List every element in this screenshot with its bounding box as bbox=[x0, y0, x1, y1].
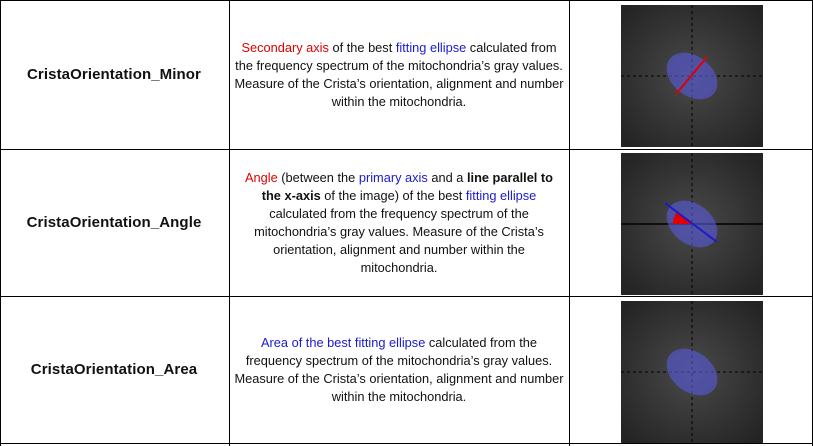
fft-ellipse-area-image bbox=[621, 301, 763, 443]
highlight-red: Angle bbox=[244, 169, 278, 185]
desc-text: calculated from the frequency spectrum of the mitochondria’s gray values. Measure of the Crista’s orientation, alignment and number within the mitochondria. bbox=[234, 39, 564, 109]
table-border-bottom bbox=[0, 443, 813, 444]
table-row bbox=[0, 149, 813, 296]
desc-text: of the best bbox=[328, 39, 396, 55]
parameter-description bbox=[230, 149, 568, 296]
parameter-description bbox=[230, 296, 568, 443]
desc-text: calculated from the frequency spectrum of the mitochondria’s gray values. Measure of the Crista’s orientation, alignment and number within the mitochondria. bbox=[254, 205, 544, 275]
highlight-bold: line parallel to the x-axis bbox=[261, 169, 554, 203]
desc-text: (between the bbox=[277, 169, 359, 185]
parameter-name: CristaOrientation_Minor bbox=[27, 66, 201, 83]
table-row bbox=[0, 296, 813, 443]
highlight-blue: fitting ellipse bbox=[465, 187, 537, 203]
fft-ellipse-minor-image bbox=[621, 5, 763, 147]
desc-text: of the image) of the best bbox=[320, 187, 466, 203]
fft-ellipse-angle-image bbox=[621, 153, 763, 295]
desc-text: and a bbox=[427, 169, 467, 185]
highlight-blue: fitting ellipse bbox=[395, 39, 467, 55]
highlight-blue: primary axis bbox=[358, 169, 428, 185]
desc-text: calculated from the frequency spectrum of the mitochondria’s gray values. Measure of the Crista’s orientation, alignment and number within the mitochondria. bbox=[234, 334, 564, 404]
highlight-blue: Area of the best fitting ellipse bbox=[260, 334, 426, 350]
parameter-name: CristaOrientation_Angle bbox=[26, 214, 202, 231]
parameter-description bbox=[230, 0, 568, 149]
table-row bbox=[0, 0, 813, 149]
parameter-name: CristaOrientation_Area bbox=[30, 361, 198, 378]
highlight-red: Secondary axis bbox=[241, 39, 329, 55]
